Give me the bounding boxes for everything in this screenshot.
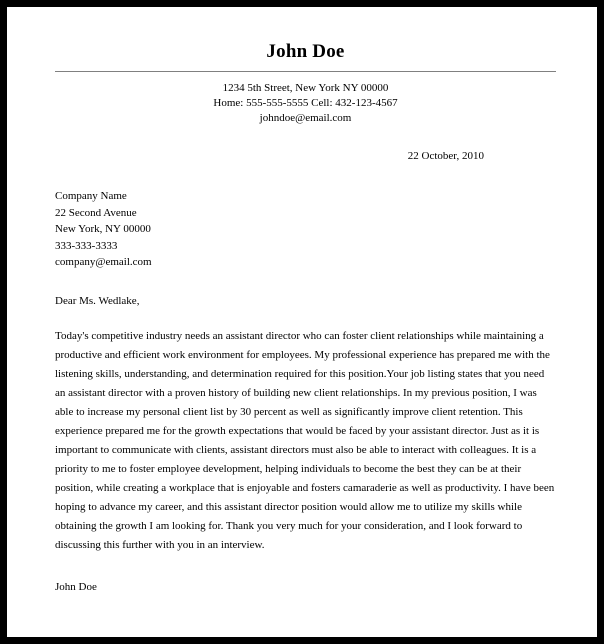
letter-body [55,327,556,555]
sender-phone: Home: 555-555-5555 Cell: 432-123-4567 [213,97,398,109]
letter-page [7,7,597,637]
sender-email: johndoe@email.com [259,112,352,124]
sender-address: 1234 5th Street, New York NY 00000 [222,82,389,94]
letterhead [55,41,556,126]
sender-contact-block [55,81,556,126]
salutation: Dear Ms. Wedlake, [55,294,140,307]
recipient-email: company@email.com [55,256,152,268]
signature-name: John Doe [55,580,97,593]
header-divider [55,71,556,72]
recipient-address-block [55,188,556,271]
body-paragraph: Today's competitive industry needs an assistant director who can foster client relationships while maintaining a productive and efficient work environment for employees. My professional experience has prepared me with the listening skills, understanding, and determination required for this position.Your job listing states that you need an assistant director with a proven history of building new client relationships. In my previous position, I was able to increase my personal client list by 30 percent as well as significantly improve client retention. This experience prepared me for the growth expectations that would be faced by your assistant director. Just as it is important to communicate with clients, assistant directors must also be able to interact with colleagues. It is a priority to me to foster employee development, helping individuals to become the best they can be at their position, while creating a workplace that is enjoyable and fosters camaraderie as well as productivity. I have been hoping to advance my career, and this assistant director position would allow me to utilize my skills while obtaining the growth I am looking for. Thank you very much for your consideration, and I look forward to discussing this further with you in an interview. [55,329,555,551]
sender-name: John Doe [266,41,345,62]
recipient-city-state-zip: New York, NY 00000 [55,223,151,235]
recipient-company: Company Name [55,190,127,202]
letter-date: 22 October, 2010 [407,150,484,162]
recipient-street: 22 Second Avenue [55,206,137,219]
recipient-phone: 333-333-3333 [55,239,118,252]
